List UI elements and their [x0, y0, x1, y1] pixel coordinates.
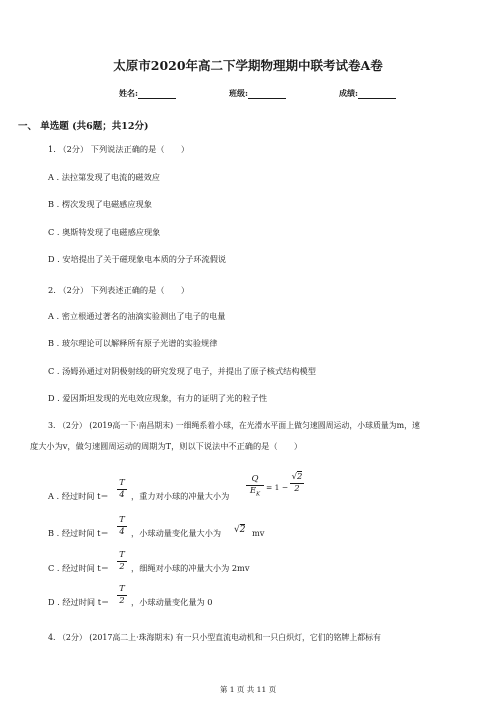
formula-fraction: [246, 475, 264, 498]
fraction-numerator: T: [119, 478, 125, 488]
q2-stem: 2. （2分） 下列表述正确的是（ ）: [48, 285, 190, 295]
q3-option-a-fraction: [117, 479, 127, 499]
q4-stem-line1: 4. （2分） (2017高二上·珠海期末) 有一只小型直流电动机和一只白炽灯，它们的铭牌上都标有: [48, 633, 381, 642]
impulse-formula: [246, 473, 304, 505]
q3-option-a-text: ，重力对小球的冲量大小为: [131, 491, 230, 501]
formula-equals: = 1 −: [266, 483, 289, 492]
formula-root: √2: [291, 472, 303, 482]
fraction-denominator: 4: [119, 526, 125, 537]
class-label: 班级:: [229, 88, 248, 98]
q3-option-c-prefix: C . 经过时间 t＝: [48, 563, 109, 573]
q3-option-b-text: ，小球动量变化量大小为: [131, 528, 222, 538]
fraction-numerator: T: [119, 515, 125, 525]
q3-option-a-prefix: A . 经过时间 t＝: [48, 491, 109, 501]
name-blank: [138, 90, 176, 99]
q3-option-b-unit: mv: [252, 528, 265, 538]
fraction-denominator: 4: [119, 489, 125, 500]
q3-option-d-fraction: [117, 585, 127, 605]
q3-stem-line2: 度大小为v，做匀速圆周运动的周期为T，则以下说法中不正确的是（ ）: [30, 441, 303, 451]
formula-root-denominator: 2: [294, 483, 300, 494]
q2-option-a: A . 密立根通过著名的油滴实验测出了电子的电量: [48, 311, 226, 321]
q1-option-c: C . 奥斯特发现了电磁感应现象: [48, 227, 161, 237]
q1-option-a: A . 法拉第发现了电流的磁效应: [48, 172, 160, 182]
page-title: 太原市2020年高二下学期物理期中联考试卷A卷: [113, 58, 383, 73]
name-field: [119, 88, 176, 99]
score-blank: [358, 90, 396, 99]
q3-option-b-sqrt: √2: [234, 525, 246, 535]
name-label: 姓名:: [119, 88, 138, 98]
score-label: 成绩:: [339, 88, 358, 98]
q1-option-d: D . 安培提出了关于磁现象电本质的分子环流假说: [48, 254, 227, 264]
q2-option-c: C . 汤姆孙通过对阴极射线的研究发现了电子，并提出了原子核式结构模型: [48, 366, 316, 376]
q1-stem: 1. （2分） 下列说法正确的是（ ）: [48, 144, 190, 154]
q2-option-d: D . 爱因斯坦发现的光电效应现象，有力的证明了光的粒子性: [48, 393, 268, 403]
page-footer: 第 1 页 共 11 页: [219, 685, 277, 694]
q3-option-d-prefix: D . 经过时间 t＝: [48, 597, 110, 607]
fraction-numerator: T: [119, 550, 125, 560]
class-field: [229, 88, 286, 99]
fraction-denominator: 2: [119, 561, 125, 572]
fraction-numerator: T: [119, 584, 125, 594]
q3-option-c-fraction: [117, 551, 127, 571]
q2-option-b: B . 玻尔理论可以解释所有原子光谱的实验规律: [48, 338, 218, 348]
q3-option-c-text: ，细绳对小球的冲量大小为 2mv: [131, 563, 250, 573]
section-heading: 一、 单选题 (共6题；共12分): [18, 121, 149, 132]
q1-option-b: B . 楞次发现了电磁感应现象: [48, 199, 152, 209]
q3-option-b-fraction: [117, 516, 127, 536]
q3-stem-line1: 3. （2分） (2019高一下·南昌期末) 一细绳系着小球，在光滑水平面上做匀速圆周运动，小球质量为m，速: [48, 421, 420, 430]
q3-option-d-text: ，小球动量变化量为 0: [131, 597, 213, 607]
formula-denominator: $E_K$: [249, 485, 261, 498]
fraction-denominator: 2: [119, 595, 125, 606]
class-blank: [248, 90, 286, 99]
formula-root-fraction: [290, 473, 304, 493]
q3-option-b-prefix: B . 经过时间 t＝: [48, 528, 109, 538]
formula-numerator: Q: [251, 474, 259, 484]
score-field: [339, 88, 396, 99]
